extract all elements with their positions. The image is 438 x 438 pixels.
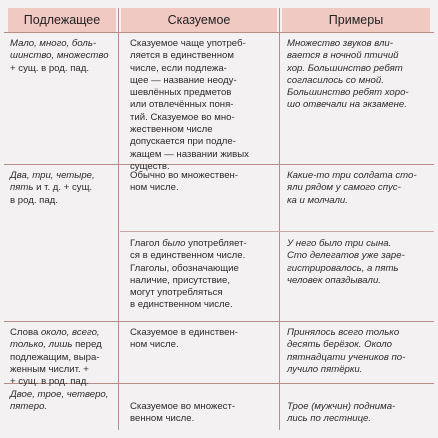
row-divider [120, 231, 434, 232]
table-row-5-predicate: Сказуемое во множест- венном числе. [130, 401, 236, 425]
header-divider [4, 32, 434, 33]
table-row-4-subject: Слова около, всего, только, лишь перед подлежащим, выра- женным числит. + + сущ. в род. пад. [10, 327, 102, 388]
column-divider [118, 8, 119, 430]
table-row-4-example: Принялось всего только десять берёзок. Около пятнадцати учеников по- лучило пятёрки. [287, 327, 406, 375]
table-row-2-example: Какие-то три солдата сто- яли рядом у самого спус- ка и молчали. [287, 170, 417, 206]
table-row-1-example: Множество звуков вли- вается в ночной птичий хор. Большинство ребят согласилось со мной. Большинство ребят хоро- шо отвечали на экзамене. [287, 38, 409, 111]
table-row-2-subject: Два, три, четыре, пять и т. д. + сущ. в род. пад. [10, 170, 95, 206]
table-row-5-example: Трое (мужчин) поднима- лись по лестнице. [287, 401, 396, 425]
table-row-3-example: У него было три сына. Сто делегатов уже заре- гистрировалось, а пять человек опаздывали. [287, 238, 405, 286]
column-divider [279, 8, 280, 430]
table-row-4-predicate: Сказуемое в единствен- ном числе. [130, 327, 238, 351]
table-row-1-predicate: Сказуемое чаще употреб- ляется в единственном числе, если подлежа- щее — название неоду- шевлённых предметов или отвлечённых поня- тий. Сказуемое во мно- жественном числе допускается при подле- жащем — названии живых существ. [130, 38, 249, 172]
row-divider [4, 321, 434, 322]
table-row-2-predicate: Обычно во множествен- ном числе. [130, 170, 239, 194]
table-row-5-subject: Двое, трое, четверо, пятеро. [10, 389, 109, 413]
header-predicate: Сказуемое [121, 8, 277, 32]
table-row-3-predicate: Глагол было употребляет- ся в единственном числе. Глаголы, обозначающие наличие, присутствие, могут употребляться в единственном числе. [130, 238, 247, 311]
table-row-1-subject: Мало, много, боль- шинство, множество + сущ. в род. пад. [10, 38, 109, 74]
header-examples: Примеры [282, 8, 430, 32]
header-subject: Подлежащее [8, 8, 116, 32]
emphasized-word: было [162, 238, 186, 249]
